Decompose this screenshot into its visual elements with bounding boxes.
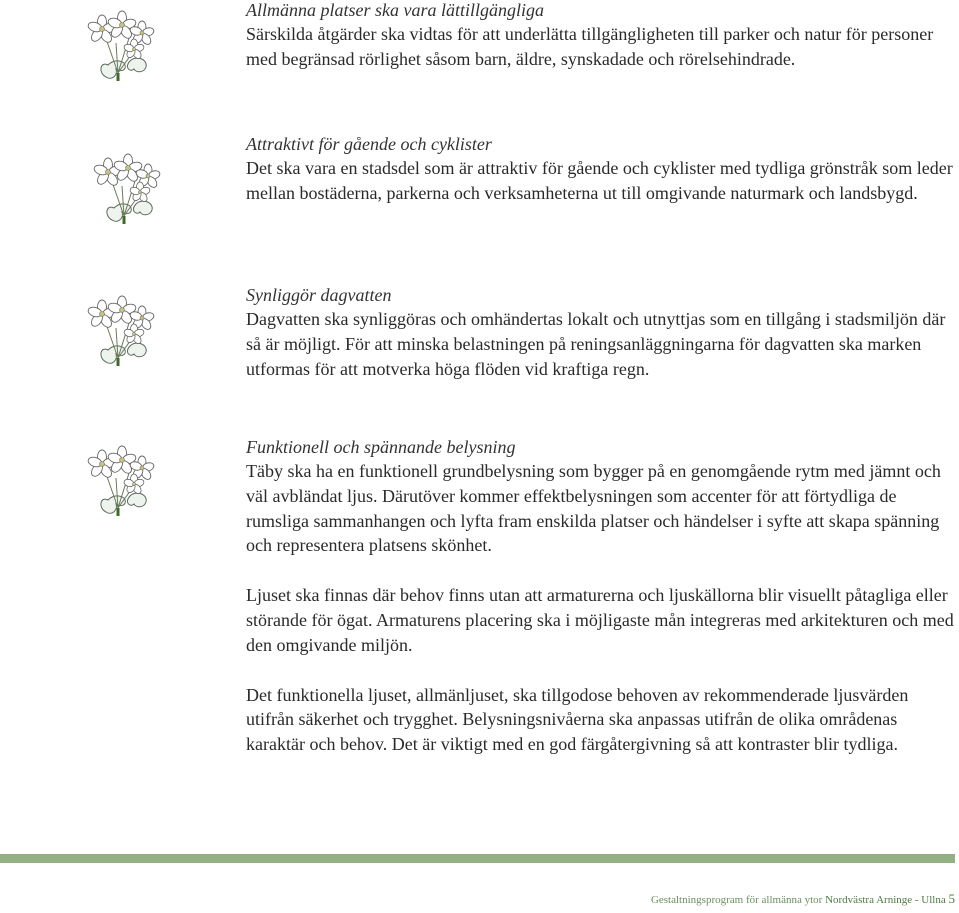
footer: [651, 891, 955, 907]
anemone-flower-icon: [78, 438, 158, 518]
section-heading: Funktionell och spännande belysning: [246, 437, 516, 457]
section-paragraph: Det ska vara en stadsdel som är attraktiv för gående och cyklister med tydliga grönstråk som leder mellan bostäderna, parkerna och verksamheterna ut till omgivande naturmark och landsbygd.: [246, 158, 953, 203]
footer-bar: [0, 854, 955, 863]
section-gaende-cyklister: [246, 132, 958, 206]
section-tillganglighet: [246, 0, 958, 72]
anemone-flower-icon: [78, 288, 158, 368]
anemone-flower-icon: [84, 146, 164, 226]
section-heading: Allmänna platser ska vara lättillgängliga: [246, 0, 544, 20]
footer-area: Nordvästra Arninge - Ullna: [825, 894, 946, 906]
section-dagvatten: [246, 283, 958, 381]
section-paragraph: Ljuset ska finnas där behov finns utan att armaturerna och ljuskällorna blir visuellt påtagliga eller störande för ögat. Armaturens placering ska i möjligaste mån integreras med arkitekturen och med den omgivande miljön.: [246, 585, 954, 655]
anemone-flower-icon: [78, 3, 158, 83]
section-heading: Synliggör dagvatten: [246, 285, 392, 305]
section-belysning: [246, 435, 958, 757]
section-paragraph: Dagvatten ska synliggöras och omhändertas lokalt och utnyttjas som en tillgång i stadsmiljön där så är möjligt. För att minska belastningen på reningsanläggningarna för dagvatten ska marken utformas för att motverka höga flöden vid kraftiga regn.: [246, 309, 946, 379]
section-paragraph: Det funktionella ljuset, allmänljuset, ska tillgodose behoven av rekommenderade ljusvärden utifrån säkerhet och trygghet. Belysningsnivåerna ska anpassas utifrån de olika områdenas karaktär och behov. Det är viktigt med en god färgåtergivning så att kontraster blir tydliga.: [246, 684, 909, 755]
page-number: 5: [948, 891, 955, 906]
footer-doc-title: Gestaltningsprogram för allmänna ytor: [650, 894, 826, 906]
section-heading: Attraktivt för gående och cyklister: [246, 134, 492, 154]
section-paragraph: Täby ska ha en funktionell grundbelysning som bygger på en genomgående rytm med jämnt och väl avbländat ljus. Därutöver kommer effektbelysningen som accenter för att förtydliga de rumsliga sammanhangen och lyfta fram enskilda platser och händelser i syfte att skapa spänning och representera platsens skönhet.: [246, 461, 941, 556]
section-paragraph: Särskilda åtgärder ska vidtas för att underlätta tillgängligheten till parker och natur för personer med begränsad rörlighet såsom barn, äldre, synskadade och rörelsehindrade.: [246, 24, 934, 69]
